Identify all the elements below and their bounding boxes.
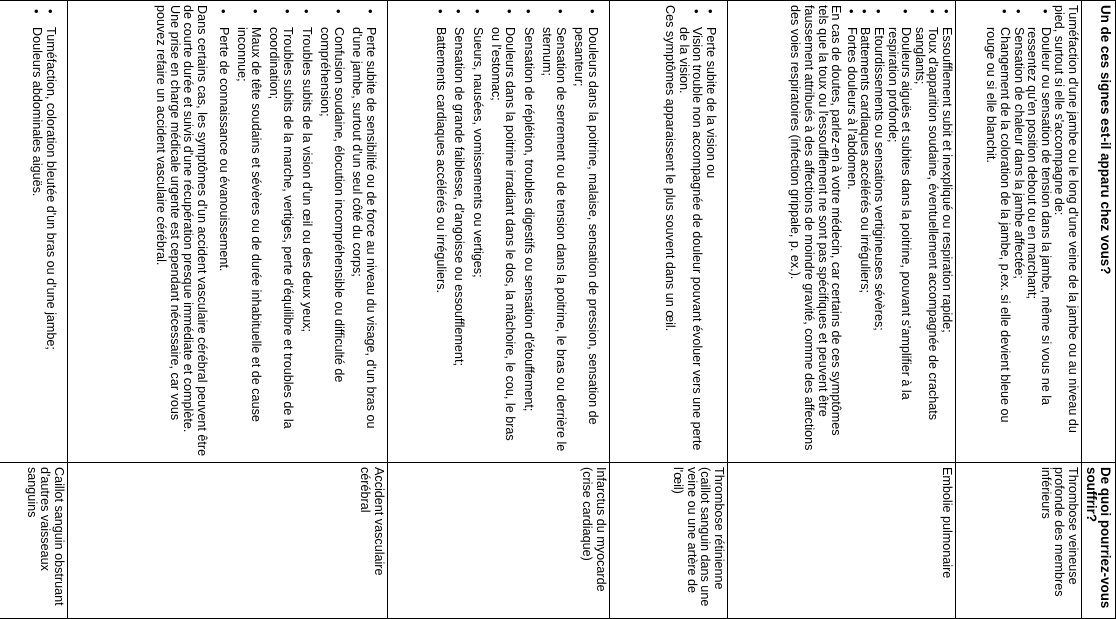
symptoms-cell — [728, 1, 956, 463]
list-item: • Sensation de réplétion, troubles digestifs ou sensation d'étouffement; — [521, 27, 535, 458]
list-item: • Perte de connaissance ou évanouissement. — [216, 27, 230, 458]
list-item: • Confusion soudaine, élocution incompréhensible ou difficulté de compréhension; — [318, 27, 345, 458]
table-row — [610, 1, 728, 619]
table-row — [68, 1, 388, 619]
list-item: • Douleurs abdominales aiguës. — [30, 27, 44, 458]
table-row — [388, 1, 610, 619]
list-item: • Essoufflement subit et inexpliqué ou respiration rapide; — [939, 27, 953, 458]
row-note: Dans certains cas, les symptômes d'un accident vasculaire cérébral peuvent être de courte durée et suivis d'une récupération presque immédiate et complète. Une prise en charge médicale urgente est cependant nécessaire, car vous pouvez refaire un accident vasculaire cérébral. — [154, 5, 210, 457]
list-item: • Battements cardiaques accélérés ou irréguliers; — [858, 27, 872, 458]
list-item: • Maux de tête soudains et sévères ou de durée inhabituelle et de cause inconnue; — [235, 27, 262, 458]
header-condition: De quoi pourriez-vous souffrir? — [1082, 463, 1116, 619]
symptoms-cell — [68, 1, 388, 463]
row-note: Ces symptômes apparaissent le plus souvent dans un œil. — [663, 5, 678, 332]
symptom-list — [984, 5, 1052, 458]
list-item: • Vision trouble non accompagnée de douleur pouvant évoluer vers une perte de la vision. — [676, 27, 703, 458]
symptom-list — [676, 5, 717, 458]
symptoms-cell — [0, 1, 68, 463]
symptom-list — [844, 5, 953, 458]
list-item: • Tuméfaction, coloration bleutée d'un bras ou d'une jambe; — [43, 27, 57, 458]
symptoms-cell — [388, 1, 610, 463]
condition-cell: Accident vasculaire cérébral — [68, 463, 388, 619]
symptom-list — [216, 5, 377, 458]
table-row — [956, 1, 1082, 619]
row-note: En cas de doutes, parlez-en à votre médecin, car certains de ces symptômes tels que la toux ou l'essoufflement ne sont pas spécifiques et peuvent être faussement attribués à des affections de moindre gravité, comme des affections des voies respiratoires (infection grippale, p. ex.). — [788, 5, 844, 451]
list-item: • Douleurs aiguës et subites dans la poitrine, pouvant s'amplifier à la respiration profonde; — [885, 27, 912, 458]
condition-cell: Thrombose veineuse profonde des membres inférieurs — [956, 463, 1082, 619]
condition-cell: Caillot sanguin obstruant d'autres vaisseaux sanguins — [0, 463, 68, 619]
list-item: • Sueurs, nausées, vomissements ou vertiges; — [470, 27, 484, 458]
list-item: • Douleurs dans la poitrine, malaise, sensation de pression, sensation de pesanteur; — [572, 27, 599, 458]
condition-cell: Infarctus du myocarde (crise cardiaque) — [388, 463, 610, 619]
list-item: • Changement de la coloration de la jambe, p.ex. si elle devient bleue ou rouge ou si elle blanchit. — [984, 27, 1011, 458]
condition-cell: Thrombose rétinienne (caillot sanguin dans une veine ou une artère de l'œil) — [610, 463, 728, 619]
list-item: • Troubles subits de la marche, vertiges, perte d'équilibre et troubles de la coordination; — [267, 27, 294, 458]
list-item: • Douleur ou sensation de tension dans la jambe, même si vous ne la ressentez qu'en position debout ou en marchant; — [1025, 27, 1052, 458]
symptoms-cell — [610, 1, 728, 463]
list-item: • Toux d'apparition soudaine, éventuellement accompagnée de crachats sanglants; — [912, 27, 939, 458]
list-item: • Sensation de grande faiblesse, d'angoisse ou essoufflement; — [452, 27, 466, 458]
table-header-row — [1082, 1, 1116, 619]
table-row — [728, 1, 956, 619]
symptom-list — [30, 5, 57, 458]
condition-cell: Embolie pulmonaire — [728, 463, 956, 619]
list-item: • Sensation de chaleur dans la jambe affectée; — [1011, 27, 1025, 458]
list-item: • Douleurs dans la poitrine irradiant dans le dos, la mâchoire, le cou, le bras ou l'estomac; — [489, 27, 516, 458]
list-item: • Battements cardiaques accélérés ou irréguliers. — [433, 27, 447, 458]
row-intro: Tuméfaction d'une jambe ou le long d'une veine de la jambe ou au niveau du pied, surtout si elle s'accompagne de: — [1052, 5, 1080, 433]
list-item: • Fortes douleurs à l'abdomen. — [844, 27, 858, 458]
list-item: • Perte subite de sensibilité ou de force au niveau du visage, d'un bras ou d'une jambe, surtout d'un seul côté du corps; — [350, 27, 377, 458]
table-row — [0, 1, 68, 619]
symptoms-cell — [956, 1, 1082, 463]
list-item: • Sensation de serrement ou de tension dans la poitrine, le bras ou derrière le sternum; — [540, 27, 567, 458]
header-symptoms: Un de ces signes est-il apparu chez vous? — [1082, 1, 1116, 463]
list-item: • Perte subite de la vision ou — [703, 27, 717, 458]
list-item: • Troubles subits de la vision d'un œil ou des deux yeux; — [299, 27, 313, 458]
symptom-list — [433, 5, 599, 458]
list-item: • Etourdissements ou sensations vertigineuses sévères; — [871, 27, 885, 458]
